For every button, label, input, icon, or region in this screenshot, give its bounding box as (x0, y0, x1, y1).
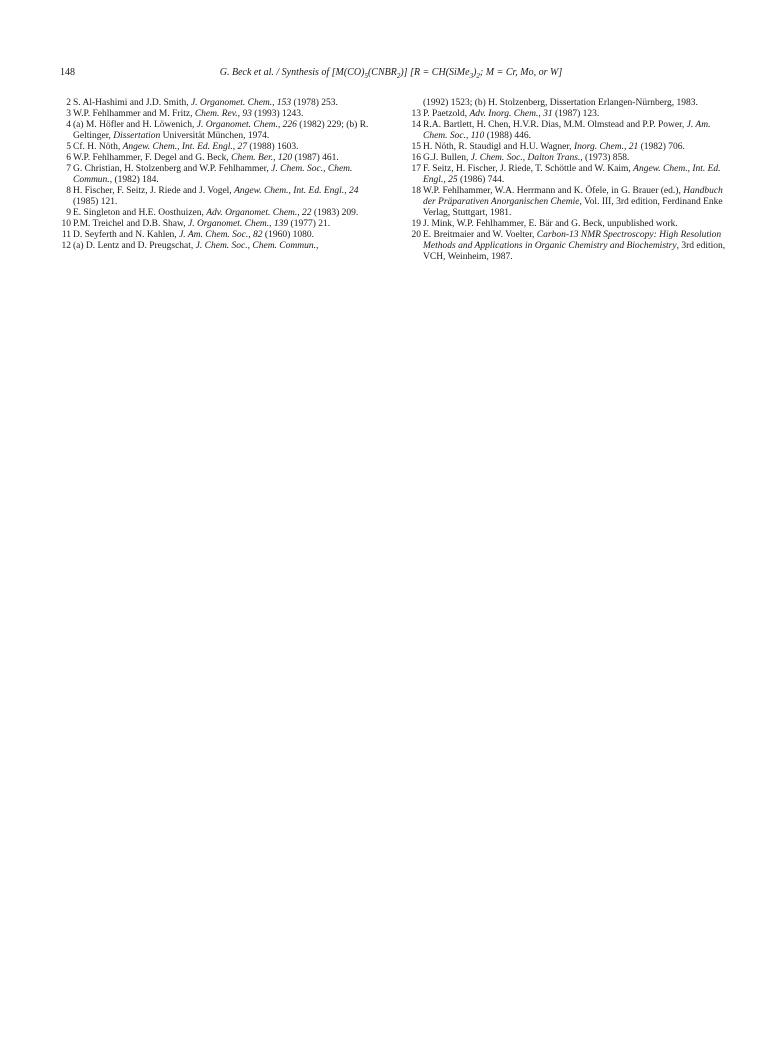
reference-number: 7 (66, 164, 71, 174)
reference-text: W.P. Fehlhammer, W.A. Herrmann and K. Öfele, in G. Brauer (ed.), (423, 186, 684, 196)
reference-text: , (443, 175, 449, 185)
reference-text: E. Breitmaier and W. Voelter, (423, 230, 537, 240)
reference-number: 15 (411, 142, 421, 152)
reference-text: (1978) 253. (291, 98, 338, 108)
reference-item (410, 186, 726, 219)
reference-text: , (1973) 858. (580, 153, 630, 163)
reference-text: Carbon-13 NMR Spectroscopy: High Resolution Methods and Applications in Organic Chemistry and Biochemistry (423, 230, 722, 251)
reference-text: 139 (273, 219, 289, 229)
reference-text: (a) M. Höfler and H. Löwenich, (73, 120, 197, 130)
reference-item (60, 186, 376, 208)
reference-text: 120 (277, 153, 293, 163)
reference-number: 18 (411, 186, 421, 196)
reference-text: , (277, 120, 283, 130)
reference-number: 8 (66, 186, 71, 196)
reference-text: W.P. Fehlhammer and M. Fritz, (73, 109, 195, 119)
reference-item (410, 109, 726, 120)
reference-number: 19 (411, 219, 421, 229)
reference-text: E. Singleton and H.E. Oosthuizen, (73, 208, 207, 218)
reference-text: , (316, 241, 319, 251)
reference-column-right (410, 98, 726, 263)
reference-item (410, 120, 726, 142)
reference-text: , (1982) 184. (109, 175, 159, 185)
reference-text: P.M. Treichel and D.B. Shaw, (73, 219, 188, 229)
reference-item (60, 98, 376, 109)
reference-item (410, 219, 726, 230)
reference-text: J. Chem. Soc., Chem. Commun. (73, 164, 353, 185)
reference-item (410, 142, 726, 153)
reference-text: , (269, 219, 274, 229)
reference-item (60, 109, 376, 120)
reference-text: 21 (628, 142, 639, 152)
reference-number: 2 (66, 98, 71, 108)
reference-text: (1992) 1523; (b) H. Stolzenberg, Dissertation Erlangen-Nürnberg, 1983. (423, 98, 698, 108)
reference-text: Inorg. Chem. (573, 142, 624, 152)
reference-text: H. Nöth, R. Staudigl and H.U. Wagner, (423, 142, 574, 152)
reference-item (60, 241, 376, 252)
reference-number: 3 (66, 109, 71, 119)
page-header (60, 66, 722, 80)
reference-item (60, 219, 376, 230)
reference-text: 25 (448, 175, 458, 185)
reference-text: , (273, 153, 278, 163)
reference-text: , (248, 230, 254, 240)
reference-text: (1987) 123. (552, 109, 600, 119)
reference-text: (1988) 1603. (247, 142, 299, 152)
reference-text: J. Chem. Soc., Chem. Commun. (195, 241, 316, 251)
reference-text: , 3rd edition, VCH, Weinheim, 1987. (423, 241, 726, 262)
reference-text: 27 (237, 142, 247, 152)
reference-text: , (272, 98, 277, 108)
reference-text: J. Chem. Soc., Dalton Trans. (470, 153, 581, 163)
reference-text: Angew. Chem., Int. Ed. Engl. (423, 164, 721, 185)
reference-text: G. Christian, H. Stolzenberg and W.P. Fehlhammer, (73, 164, 272, 174)
reference-item (60, 164, 376, 186)
reference-text: Chem. Rev. (194, 109, 238, 119)
reference-number: 11 (61, 230, 71, 240)
reference-item (60, 230, 376, 241)
reference-text: G.J. Bullen, (423, 153, 471, 163)
reference-text: , Vol. III, 3rd edition, Ferdinand Enke Verlag, Stuttgart, 1981. (423, 197, 723, 218)
reference-text: , (237, 109, 243, 119)
reference-text: (1986) 744. (457, 175, 505, 185)
reference-text: Universität München, 1974. (160, 131, 270, 141)
reference-text: J. Organomet. Chem. (190, 98, 273, 108)
reference-text: J. Mink, W.P. Fehlhammer, E. Bär and G. Beck, unpublished work. (423, 219, 678, 229)
reference-number: 6 (66, 153, 71, 163)
reference-text: J. Organomet. Chem. (196, 120, 278, 130)
reference-item (410, 230, 726, 263)
reference-number: 16 (411, 153, 421, 163)
reference-text: 153 (276, 98, 292, 108)
reference-text: Adv. Organomet. Chem. (206, 208, 298, 218)
reference-text: (1977) 21. (288, 219, 331, 229)
reference-text: 22 (302, 208, 312, 218)
reference-text: J. Am. Chem. Soc. (423, 120, 711, 141)
reference-text: Dissertation (113, 131, 161, 141)
reference-item (60, 153, 376, 164)
reference-text: 226 (282, 120, 297, 130)
reference-text: (a) D. Lentz and D. Preugschat, (73, 241, 196, 251)
reference-text: Angew. Chem., Int. Ed. Engl. (122, 142, 233, 152)
reference-number: 17 (411, 164, 421, 174)
reference-text: Angew. Chem., Int. Ed. Engl. (234, 186, 345, 196)
reference-text: Chem. Ber. (231, 153, 274, 163)
reference-text: J. Am. Chem. Soc. (179, 230, 249, 240)
reference-number: 12 (61, 241, 71, 251)
reference-number: 20 (411, 230, 421, 240)
reference-text: Cf. H. Nöth, (73, 142, 123, 152)
reference-text: R.A. Bartlett, H. Chen, H.V.R. Dias, M.M. Olmstead and P.P. Power, (423, 120, 687, 130)
reference-number: 10 (61, 219, 71, 229)
reference-text: , (466, 131, 471, 141)
reference-item (410, 98, 726, 109)
reference-text: 82 (253, 230, 263, 240)
reference-text: , (623, 142, 629, 152)
reference-text: 24 (348, 186, 359, 196)
reference-text: (1985) 121. (73, 197, 118, 207)
reference-text: 31 (543, 109, 553, 119)
reference-number: 14 (411, 120, 421, 130)
reference-text: , (538, 109, 544, 119)
reference-text: , (232, 142, 238, 152)
reference-text: 110 (470, 131, 485, 141)
running-title: G. Beck et al. / Synthesis of $[M(CO)_5(CNBR_2)] [R$ = $CH(SiMe_3)_2$; M = Cr, Mo, or W] (219, 67, 563, 80)
reference-text: 93 (242, 109, 252, 119)
reference-text: Adv. Inorg. Chem. (469, 109, 539, 119)
reference-number: 13 (411, 109, 421, 119)
reference-text: J. Organomet. Chem. (187, 219, 270, 229)
reference-text: (1988) 446. (484, 131, 532, 141)
reference-text: (1982) 229; (b) R. Geltinger, (73, 120, 369, 141)
reference-item (410, 164, 726, 186)
reference-item (60, 120, 376, 142)
reference-item (60, 208, 376, 219)
reference-text: (1982) 706. (638, 142, 685, 152)
reference-text: (1993) 1243. (251, 109, 304, 119)
reference-text: D. Seyferth and N. Kahlen, (73, 230, 180, 240)
reference-number: 5 (66, 142, 71, 152)
reference-list (60, 98, 726, 263)
reference-text: H. Fischer, F. Seitz, J. Riede and J. Vogel, (73, 186, 235, 196)
reference-item (60, 142, 376, 153)
reference-number: 4 (66, 120, 71, 130)
reference-text: , (297, 208, 303, 218)
reference-text: Handbuch der Präparativen Anorganischen Chemie (423, 186, 723, 207)
reference-text: W.P. Fehlhammer, F. Degel and G. Beck, (73, 153, 232, 163)
page-number: 148 (60, 67, 75, 78)
reference-text: F. Seitz, H. Fischer, J. Riede, T. Schöttle and W. Kaim, (423, 164, 634, 174)
reference-text: P. Paetzold, (423, 109, 470, 119)
reference-text: S. Al-Hashimi and J.D. Smith, (73, 98, 191, 108)
reference-text: (1983) 209. (311, 208, 359, 218)
reference-text: (1960) 1080. (262, 230, 314, 240)
reference-column-left (60, 98, 376, 263)
reference-text: (1987) 461. (292, 153, 339, 163)
reference-number: 9 (66, 208, 71, 218)
reference-item (410, 153, 726, 164)
reference-text: , (344, 186, 349, 196)
